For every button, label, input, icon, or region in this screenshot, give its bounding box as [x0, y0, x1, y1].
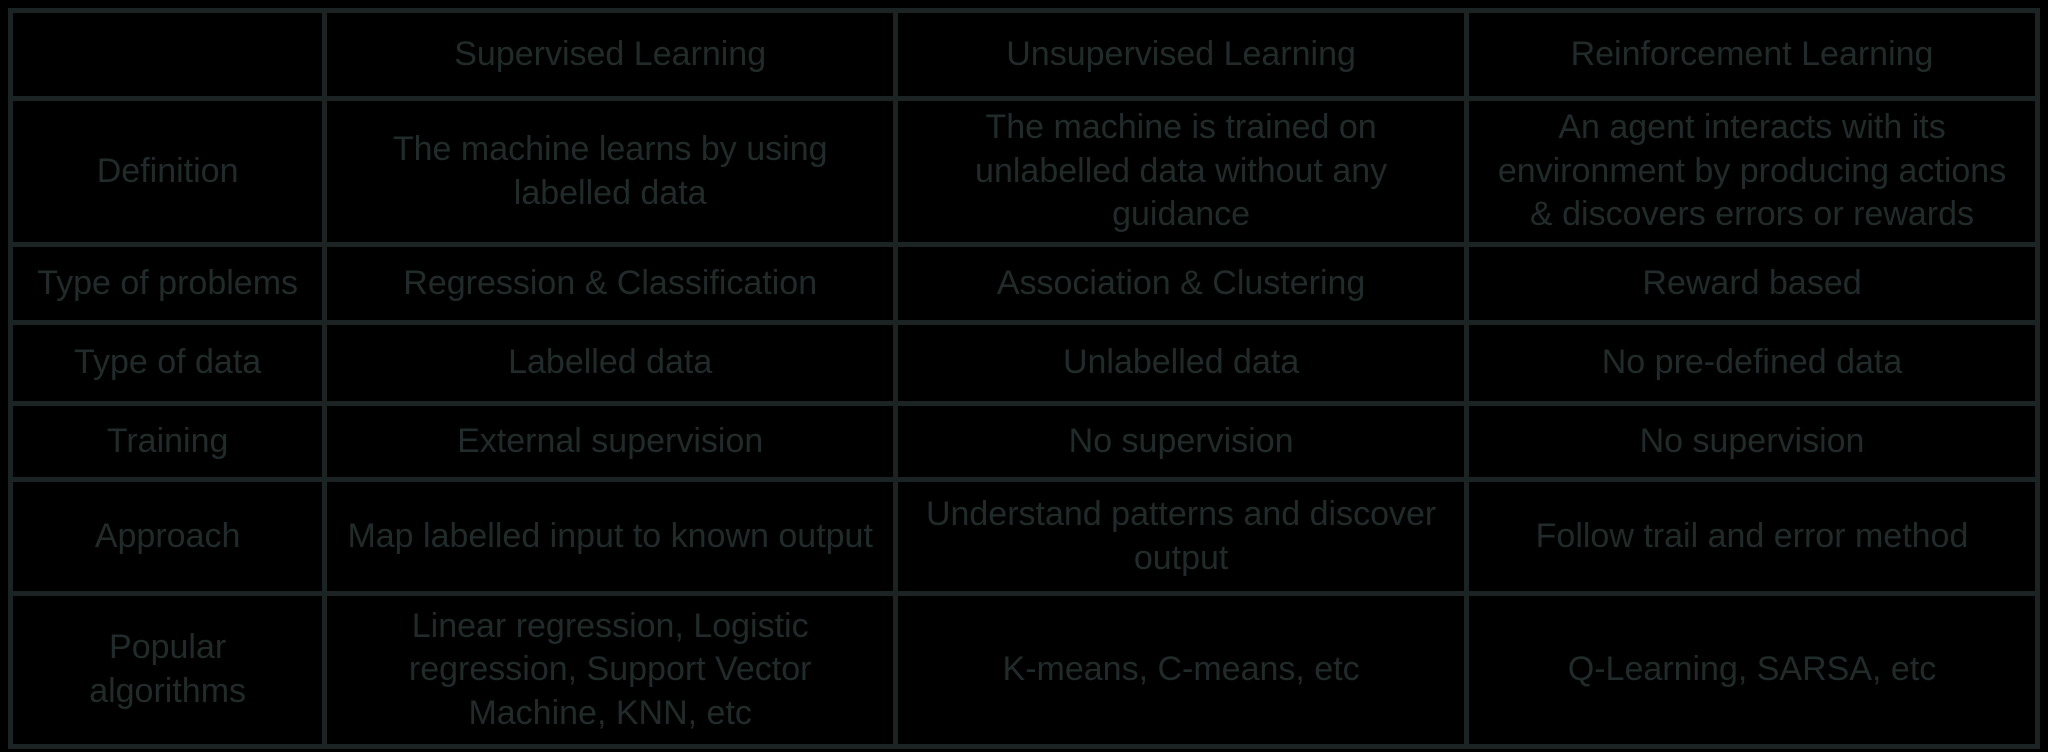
cell-training-unsupervised: No supervision: [896, 404, 1467, 480]
table-header-row: [11, 11, 2038, 99]
cell-approach-reinforcement: Follow trail and error method: [1467, 480, 2038, 594]
cell-problems-supervised: Regression & Classification: [325, 245, 896, 323]
cell-data-unsupervised: Unlabelled data: [896, 323, 1467, 404]
table-row-definition: [11, 99, 2038, 245]
row-label-type-of-data: Type of data: [11, 323, 325, 404]
cell-definition-supervised: The machine learns by using labelled data: [325, 99, 896, 245]
table-row-training: [11, 404, 2038, 480]
header-cell-empty: [11, 11, 325, 99]
cell-algorithms-unsupervised: K-means, C-means, etc: [896, 594, 1467, 747]
table-row-approach: [11, 480, 2038, 594]
cell-data-reinforcement: No pre-defined data: [1467, 323, 2038, 404]
col-header-unsupervised-learning: Unsupervised Learning: [896, 11, 1467, 99]
table-row-type-of-problems: [11, 245, 2038, 323]
cell-training-supervised: External supervision: [325, 404, 896, 480]
cell-approach-unsupervised: Understand patterns and discover output: [896, 480, 1467, 594]
cell-algorithms-supervised: Linear regression, Logistic regression, Support Vector Machine, KNN, etc: [325, 594, 896, 747]
table-row-popular-algorithms: [11, 594, 2038, 747]
table-row-type-of-data: [11, 323, 2038, 404]
row-label-definition: Definition: [11, 99, 325, 245]
cell-data-supervised: Labelled data: [325, 323, 896, 404]
cell-algorithms-reinforcement: Q-Learning, SARSA, etc: [1467, 594, 2038, 747]
row-label-popular-algorithms: Popular algorithms: [11, 594, 325, 747]
cell-problems-reinforcement: Reward based: [1467, 245, 2038, 323]
row-label-training: Training: [11, 404, 325, 480]
row-label-approach: Approach: [11, 480, 325, 594]
row-label-type-of-problems: Type of problems: [11, 245, 325, 323]
cell-training-reinforcement: No supervision: [1467, 404, 2038, 480]
col-header-supervised-learning: Supervised Learning: [325, 11, 896, 99]
cell-definition-unsupervised: The machine is trained on unlabelled data without any guidance: [896, 99, 1467, 245]
col-header-reinforcement-learning: Reinforcement Learning: [1467, 11, 2038, 99]
comparison-table: [8, 8, 2040, 749]
cell-approach-supervised: Map labelled input to known output: [325, 480, 896, 594]
cell-problems-unsupervised: Association & Clustering: [896, 245, 1467, 323]
cell-definition-reinforcement: An agent interacts with its environment by producing actions & discovers errors or rewards: [1467, 99, 2038, 245]
